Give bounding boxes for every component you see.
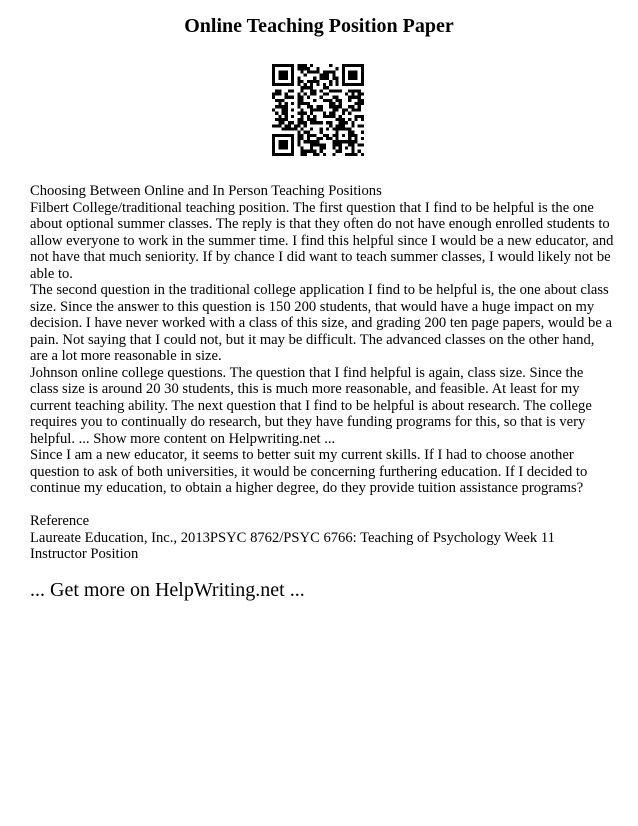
reference-text: Laureate Education, Inc., 2013PSYC 8762/PSYC 6766: Teaching of Psychology Week 11 Instructor Position: [30, 529, 555, 562]
section-heading: Choosing Between Online and In Person Teaching Positions: [30, 183, 382, 199]
qr-code-icon: [272, 64, 364, 156]
paragraph-spacer: [30, 497, 614, 514]
body-paragraph: The second question in the traditional college application I find to be helpful is, the one about class size. Since the answer to this question is 150 200 students, that would have a huge impact on my decision. I have never worked with a class of this size, and grading 200 ten page papers, would be a pain. Not saying that I could not, but it may be difficult. The advanced classes on the other hand, are a lot more reasonable in size.: [30, 282, 612, 364]
reference-heading: Reference: [30, 513, 90, 529]
body-paragraph: Filbert College/traditional teaching position. The first question that I find to be helpful is the one about optional summer classes. The reply is that they often do not have enough enrolled students to allow everyone to work in the summer time. I find this helpful since I would be a new educator, and not have that much seniority. If by chance I did want to teach summer classes, I would likely not be able to.: [30, 199, 614, 282]
body-paragraph: Johnson online college questions. The question that I find helpful is again, class size. Since the class size is around 20 30 students, this is much more reasonable, and feasible. At least for my current teaching ability. The next question that I find to be helpful is about research. The college requires you to continually do research, but they have funding programs for this, so that is very helpful. ... Show more content on Helpwriting.net ...: [30, 364, 592, 447]
body-paragraph: Since I am a new educator, it seems to better suit my current skills. If I had to choose another question to ask of both universities, it would be concerning furthering education. If I decided to continue my education, to obtain a higher degree, do they provide tuition assistance programs?: [30, 447, 588, 496]
document-title: Online Teaching Position Paper: [184, 15, 454, 37]
document-body: [30, 183, 614, 563]
get-more-link[interactable]: ... Get more on HelpWriting.net ...: [30, 579, 305, 601]
